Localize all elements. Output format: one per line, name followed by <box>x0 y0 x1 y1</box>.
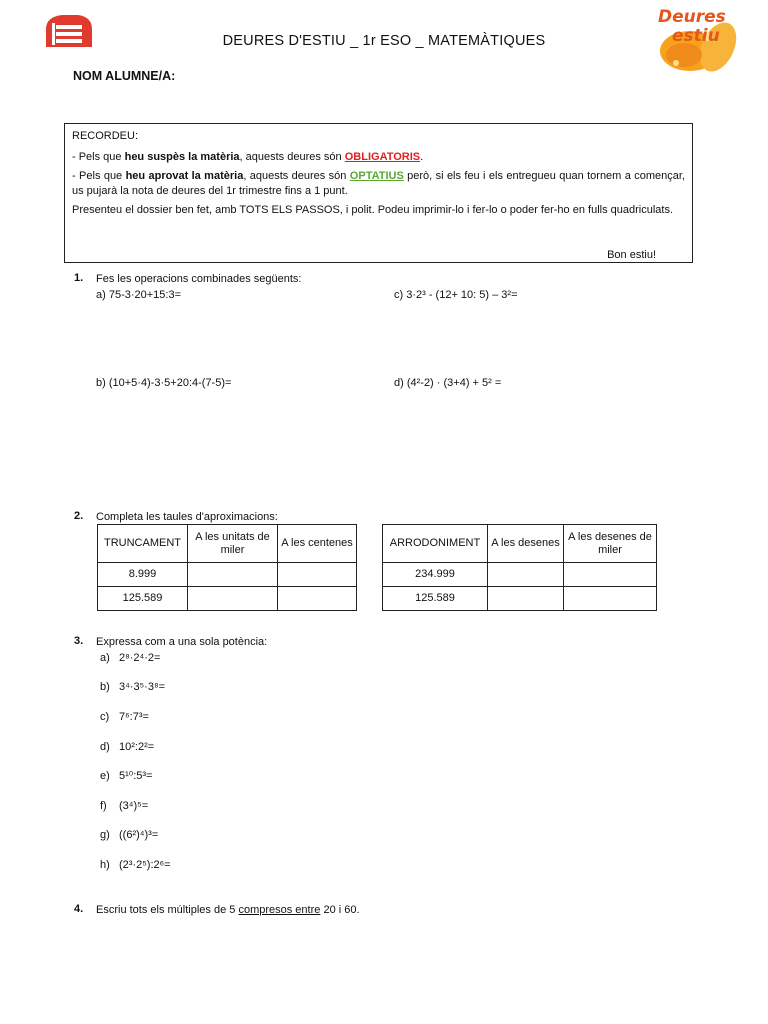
q3-item-a-letter: a) <box>100 652 110 664</box>
q1-item-a: a) 75-3·20+15:3= <box>96 289 182 301</box>
q3-item-a: 2⁸·2⁴·2= <box>119 652 161 664</box>
table2-header-3: A les desenes de miler <box>564 525 657 563</box>
q3-item-d-letter: d) <box>100 741 110 753</box>
q3-number: 3. <box>74 635 84 647</box>
q3-item-b-letter: b) <box>100 681 110 693</box>
reminder-heading: RECORDEU: <box>72 130 139 142</box>
reminder-line-2: - Pels que heu aprovat la matèria, aquests deures són OPTATIUS però, si els feu i els entregueu quan tornem a començar, us pujarà la nota de deures del 1r trimestre fins a 1 punt. <box>72 170 685 197</box>
logo-word-deures: Deures <box>658 7 726 27</box>
rounding-table <box>382 524 657 611</box>
q4-text: Escriu tots els múltiples de 5 compresos entre 20 i 60. <box>96 904 360 916</box>
table1-row2-value: 125.589 <box>98 587 188 611</box>
q3-item-g-letter: g) <box>100 829 110 841</box>
table1-header-1: TRUNCAMENT <box>98 525 188 563</box>
table1-row1-answer-2[interactable] <box>278 563 357 587</box>
obligatory-label: OBLIGATORIS <box>344 151 421 163</box>
q1-item-c: c) 3·2³ - (12+ 10: 5) – 3²= <box>394 289 518 301</box>
table2-row1-value: 234.999 <box>383 563 488 587</box>
q3-item-e: 5¹⁰:5³= <box>119 770 153 782</box>
table1-row2-answer-1[interactable] <box>188 587 278 611</box>
q3-item-g: ((6²)⁴)³= <box>119 829 159 841</box>
table1-row2-answer-2[interactable] <box>278 587 357 611</box>
reminder-sign-off: Bon estiu! <box>607 249 656 261</box>
q1-title: Fes les operacions combinades següents: <box>96 273 302 285</box>
table2-row2-answer-2[interactable] <box>564 587 657 611</box>
table2-row1-answer-1[interactable] <box>488 563 564 587</box>
q3-item-c: 7⁶:7³= <box>119 711 149 723</box>
q3-item-c-letter: c) <box>100 711 110 723</box>
q1-item-d: d) (4²-2) · (3+4) + 5² = <box>394 377 502 389</box>
q2-number: 2. <box>74 510 84 522</box>
deures-estiu-logo <box>650 3 742 79</box>
reminder-line-3: Presenteu el dossier ben fet, amb TOTS ELS PASSOS, i polit. Podeu imprimir-lo i fer-lo o poder fer-ho en fulls quadriculats. <box>72 204 674 216</box>
q3-item-e-letter: e) <box>100 770 110 782</box>
optional-label: OPTATIUS <box>349 170 404 182</box>
table2-header-2: A les desenes <box>488 525 564 563</box>
table1-header-2: A les unitats de miler <box>188 525 278 563</box>
table2-header-1: ARRODONIMENT <box>383 525 488 563</box>
q3-title: Expressa com a una sola potència: <box>96 636 268 648</box>
truncation-table <box>97 524 357 611</box>
q1-item-b: b) (10+5·4)-3·5+20:4-(7-5)= <box>96 377 232 389</box>
table2-row2-answer-1[interactable] <box>488 587 564 611</box>
q3-item-d: 10²:2²= <box>119 741 155 753</box>
table1-header-3: A les centenes <box>278 525 357 563</box>
document-title: DEURES D'ESTIU _ 1r ESO _ MATEMÀTIQUES <box>222 33 546 49</box>
q3-item-b: 3⁴·3⁵·3⁸= <box>119 681 166 693</box>
q4-underlined: compresos entre <box>238 904 321 916</box>
student-name-label: NOM ALUMNE/A: <box>73 69 176 83</box>
table1-row1-value: 8.999 <box>98 563 188 587</box>
reminder-box <box>64 123 693 263</box>
q3-item-h-letter: h) <box>100 859 110 871</box>
q3-item-f-letter: f) <box>100 800 107 812</box>
q2-title: Completa les taules d'aproximacions: <box>96 511 278 523</box>
q4-number: 4. <box>74 903 84 915</box>
q3-item-h: (2³·2⁵):2⁶= <box>119 859 171 871</box>
table2-row1-answer-2[interactable] <box>564 563 657 587</box>
table1-row1-answer-1[interactable] <box>188 563 278 587</box>
q3-item-f: (3⁴)⁵= <box>119 800 149 812</box>
table2-row2-value: 125.589 <box>383 587 488 611</box>
logo-word-estiu: estiu <box>672 26 720 46</box>
q1-number: 1. <box>74 272 84 284</box>
reminder-line-1: - Pels que heu suspès la matèria, aquests deures són OBLIGATORIS. <box>72 151 424 163</box>
